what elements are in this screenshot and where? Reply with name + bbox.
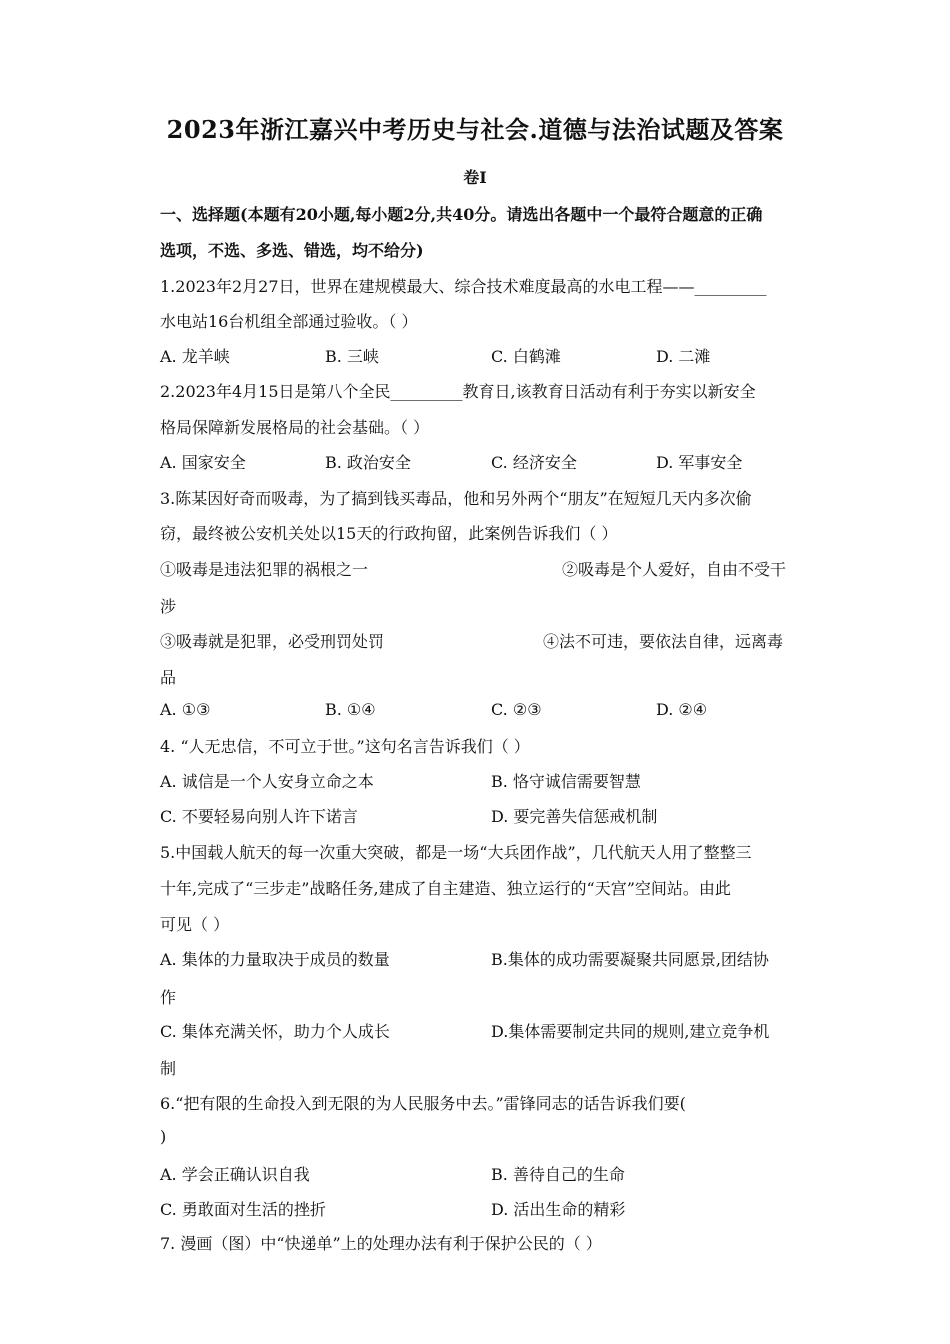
question-3-statement-2-cont: 涉 xyxy=(160,597,177,616)
question-3-statement-4-cont: 品 xyxy=(160,668,177,687)
question-5-option-d: D.集体需要制定共同的规则,建立竞争机 xyxy=(491,1022,770,1041)
question-3-statement-2: ②吸毒是个人爱好，自由不受干 xyxy=(562,560,787,579)
question-2-option-d: D. 军事安全 xyxy=(656,453,743,472)
question-4-line-1: 4. “人无忠信，不可立于世。”这句名言告诉我们（ ） xyxy=(160,737,530,756)
question-3-statement-4: ④法不可违，要依法自律，远离毒 xyxy=(543,632,784,651)
question-1-option-a: A. 龙羊峡 xyxy=(160,347,230,366)
question-5-option-b: B.集体的成功需要凝聚共同愿景,团结协 xyxy=(491,950,769,969)
question-3-option-a: A. ①③ xyxy=(160,700,211,719)
question-1-option-d: D. 二滩 xyxy=(656,347,711,366)
page-title: 2023年浙江嘉兴中考历史与社会.道德与法治试题及答案 xyxy=(166,115,784,144)
question-1-line-2: 水电站16台机组全部通过验收。（ ） xyxy=(160,312,418,331)
question-3-line-1: 3.陈某因好奇而吸毒，为了搞到钱买毒品，他和另外两个“朋友”在短短几天内多次偷 xyxy=(160,489,752,508)
question-4-option-b: B. 恪守诚信需要智慧 xyxy=(491,772,641,791)
section-title: 卷Ⅰ xyxy=(463,168,487,187)
question-3-option-d: D. ②④ xyxy=(656,700,708,719)
question-1-option-b: B. 三峡 xyxy=(325,347,379,366)
instructions-line-1: 一、选择题(本题有20小题,每小题2分,共40分。请选出各题中一个最符合题意的正确 xyxy=(160,205,763,224)
question-7-line-1: 7. 漫画（图）中“快递单”上的处理办法有利于保护公民的（ ） xyxy=(160,1234,602,1253)
question-5-option-d-cont: 制 xyxy=(160,1059,177,1078)
question-3-line-2: 窃，最终被公安机关处以15天的行政拘留，此案例告诉我们（ ） xyxy=(160,524,618,543)
question-5-option-c: C. 集体充满关怀，助力个人成长 xyxy=(160,1022,390,1041)
question-6-option-a: A. 学会正确认识自我 xyxy=(160,1165,310,1184)
question-2-line-2: 格局保障新发展格局的社会基础。（ ） xyxy=(160,418,430,437)
question-3-option-b: B. ①④ xyxy=(325,700,376,719)
question-5-option-a: A. 集体的力量取决于成员的数量 xyxy=(160,950,390,969)
question-5-option-b-cont: 作 xyxy=(160,988,177,1007)
question-2-option-a: A. 国家安全 xyxy=(160,453,246,472)
question-6-option-d: D. 活出生命的精彩 xyxy=(491,1200,626,1219)
question-4-option-c: C. 不要轻易向别人许下诺言 xyxy=(160,807,358,826)
question-1-line-1: 1.2023年2月27日，世界在建规模最大、综合技术难度最高的水电工程——_________ xyxy=(160,277,767,296)
question-2-option-c: C. 经济安全 xyxy=(491,453,577,472)
question-2-option-b: B. 政治安全 xyxy=(325,453,411,472)
question-5-line-1: 5.中国载人航天的每一次重大突破，都是一场“大兵团作战”，几代航天人用了整整三 xyxy=(160,843,752,862)
question-6-line-2: ) xyxy=(160,1127,167,1146)
question-4-option-a: A. 诚信是一个人安身立命之本 xyxy=(160,772,374,791)
question-3-statement-1: ①吸毒是违法犯罪的祸根之一 xyxy=(160,560,369,579)
question-1-option-c: C. 白鹤滩 xyxy=(491,347,561,366)
instructions-line-2: 选项，不选、多选、错选，均不给分) xyxy=(160,241,424,260)
question-3-statement-3: ③吸毒就是犯罪，必受刑罚处罚 xyxy=(160,632,385,651)
question-2-line-1: 2.2023年4月15日是第八个全民_________教育日,该教育日活动有利于夯实以新安全 xyxy=(160,382,756,401)
question-3-option-c: C. ②③ xyxy=(491,700,542,719)
question-5-line-3: 可见（ ） xyxy=(160,915,230,934)
question-6-option-c: C. 勇敢面对生活的挫折 xyxy=(160,1200,326,1219)
question-4-option-d: D. 要完善失信惩戒机制 xyxy=(491,807,658,826)
question-6-option-b: B. 善待自己的生命 xyxy=(491,1165,625,1184)
question-5-line-2: 十年,完成了“三步走”战略任务,建成了自主建造、独立运行的“天宫”空间站。由此 xyxy=(160,879,731,898)
question-6-line-1: 6.“把有限的生命投入到无限的为人民服务中去。”雷锋同志的话告诉我们要( xyxy=(160,1094,686,1113)
